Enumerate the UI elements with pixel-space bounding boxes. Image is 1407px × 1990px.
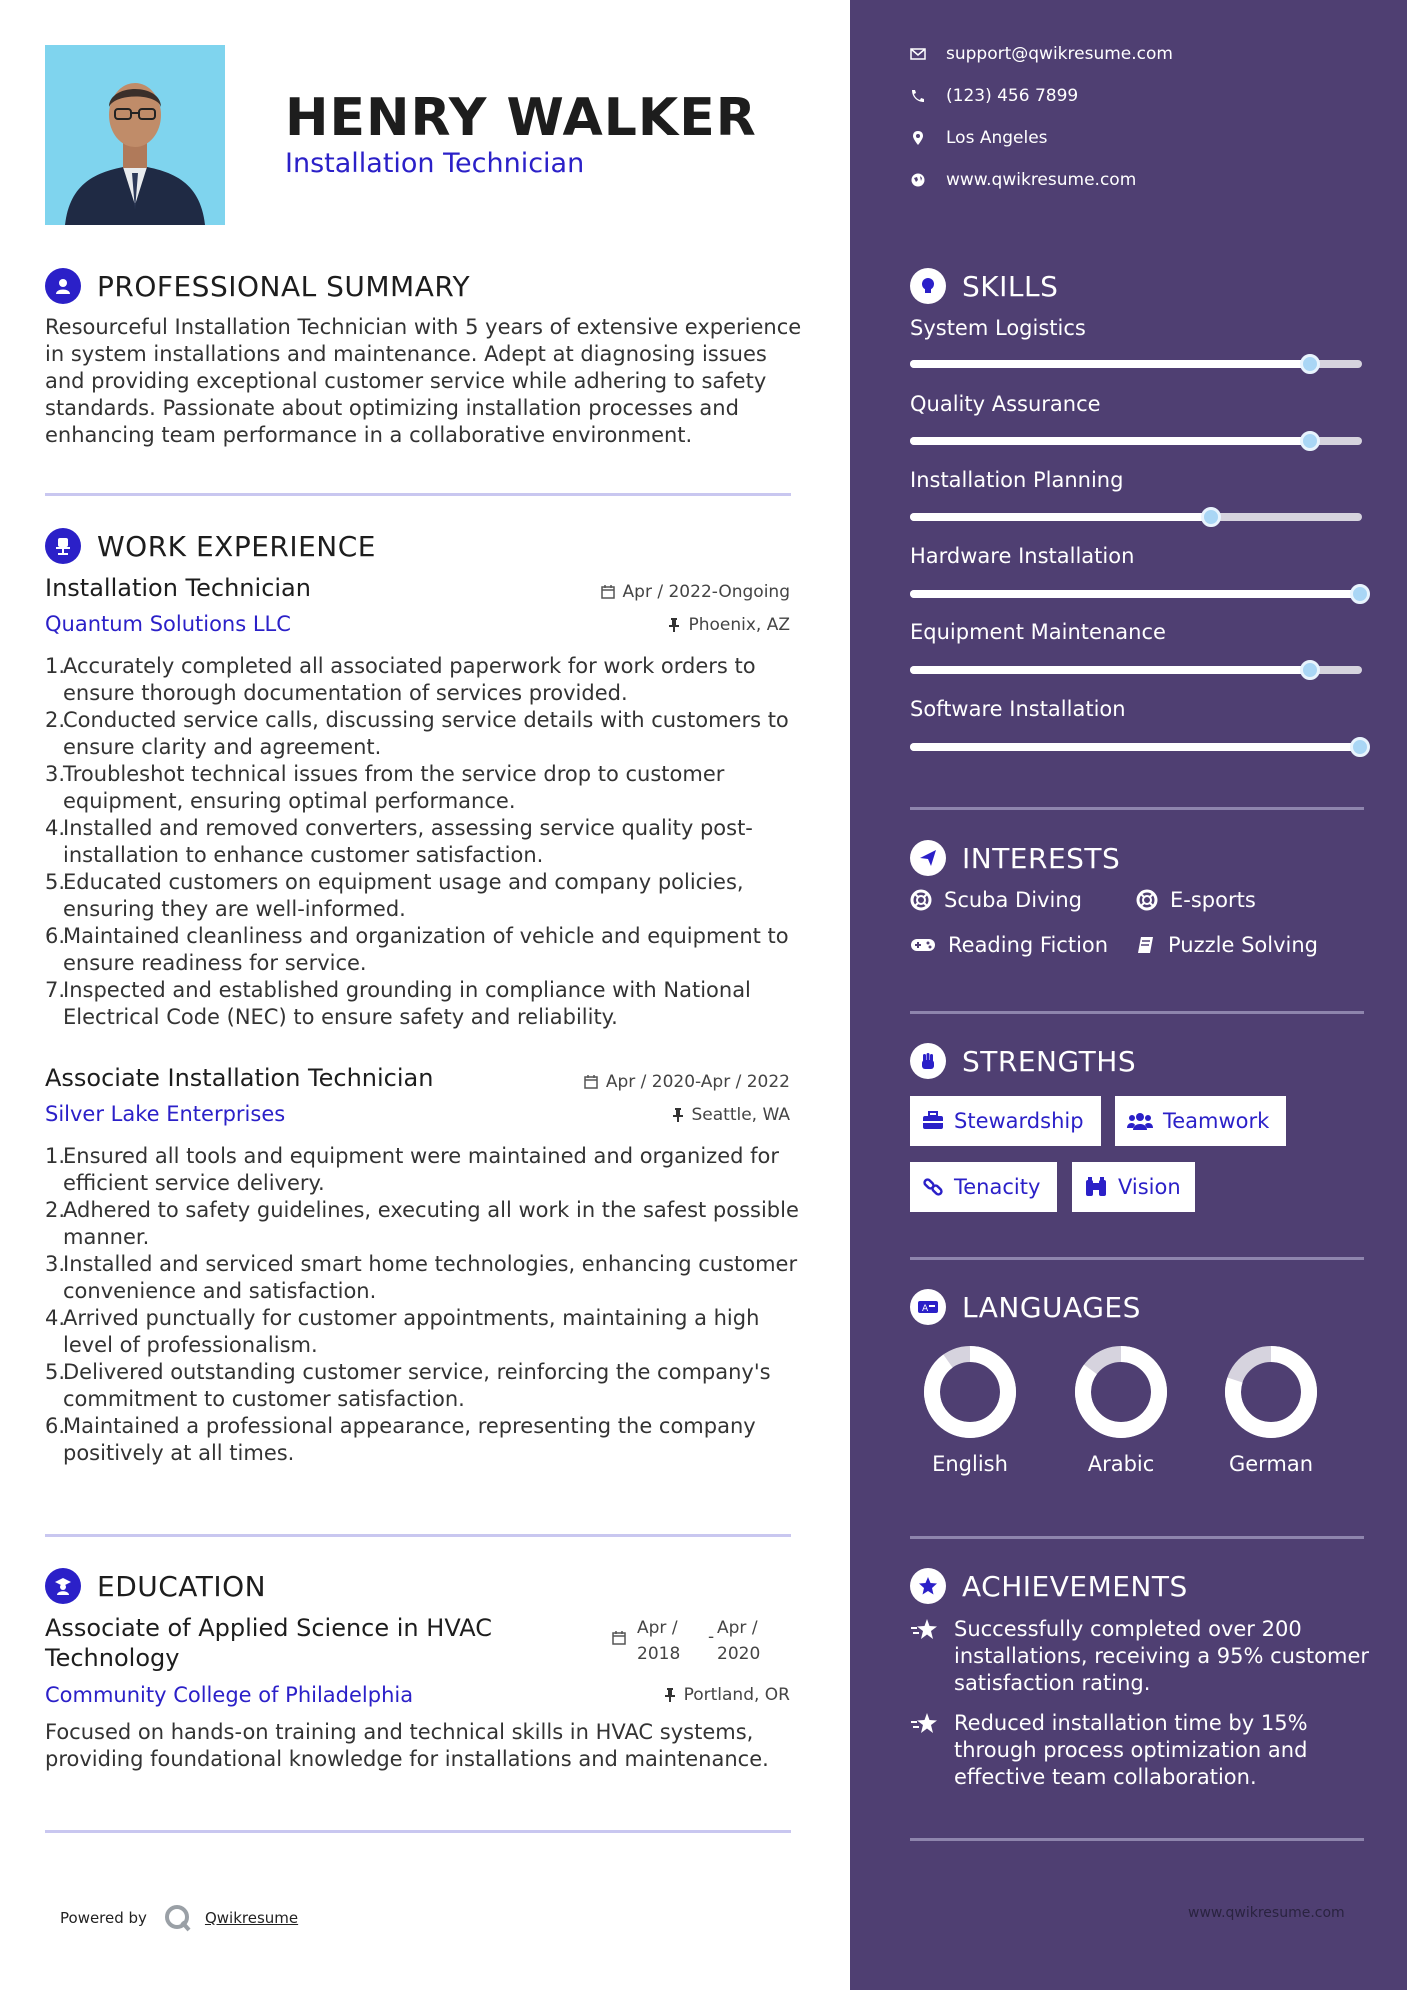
candidate-title: Installation Technician (285, 148, 585, 179)
skill-fill (910, 513, 1213, 521)
languages-heading: A LANGUAGES (910, 1289, 1141, 1325)
divider (45, 1830, 791, 1833)
star-icon (910, 1712, 940, 1736)
skill-label: System Logistics (910, 316, 1086, 340)
skill-label: Hardware Installation (910, 544, 1135, 568)
lightbulb-icon (910, 268, 946, 304)
interest-item: Puzzle Solving (1136, 933, 1318, 957)
brand-link[interactable]: Qwikresume (204, 1909, 299, 1927)
pin-icon (672, 1108, 684, 1122)
interest-item: Scuba Diving (910, 888, 1082, 912)
briefcase-icon (922, 1111, 944, 1131)
edu-start-date: Apr / 2018 (637, 1618, 681, 1664)
interest-item: Reading Fiction (910, 933, 1108, 957)
job-bullets (45, 653, 805, 1031)
divider (910, 1838, 1364, 1841)
list-item: 2. Adhered to safety guidelines, executing all work in the safest possible manner. (45, 1198, 799, 1249)
summary-heading: PROFESSIONAL SUMMARY (45, 268, 470, 304)
company-name: Quantum Solutions LLC (45, 612, 291, 636)
star-icon (910, 1618, 940, 1642)
language-item: German (1211, 1342, 1331, 1476)
divider (910, 1011, 1364, 1014)
education-text: Focused on hands-on training and technical skills in HVAC systems, providing foundational knowledge for installations and maintenance. (45, 1720, 769, 1771)
skill-knob (1350, 584, 1370, 604)
list-item: 4. Arrived punctually for customer appointments, maintaining a high level of professionalism. (45, 1306, 760, 1357)
skill-slider (910, 513, 1362, 521)
school-name: Community College of Philadelphia (45, 1683, 414, 1707)
language-item: English (910, 1342, 1030, 1476)
contact-website[interactable]: www.qwikresume.com (910, 170, 1136, 190)
skill-knob (1201, 507, 1221, 527)
link-icon (922, 1176, 944, 1198)
summary-text: Resourceful Installation Technician with 5 years of extensive experience in system installations and maintenance. Adept at diagnosing issues and providing exceptional customer service while adhering to safety standards. Passionate about optimizing installation processes and enhancing team performance in a collaborative environment. (45, 315, 802, 447)
skill-slider (910, 743, 1362, 751)
skill-knob (1300, 354, 1320, 374)
interests-heading: INTERESTS (910, 840, 1120, 876)
job-title: Associate Installation Technician (45, 1064, 434, 1092)
candidate-name: HENRY WALKER (285, 88, 757, 148)
contact-email[interactable]: support@qwikresume.com (910, 44, 1173, 64)
experience-heading: WORK EXPERIENCE (45, 528, 376, 564)
footer-site-link[interactable]: www.qwikresume.com (1188, 1905, 1345, 1921)
qwikresume-logo-icon (163, 1903, 193, 1933)
binoculars-icon (1084, 1176, 1108, 1198)
gamepad-icon (910, 936, 936, 954)
divider (910, 807, 1364, 810)
divider (910, 1257, 1364, 1260)
achievement-item: Reduced installation time by 15% through process optimization and effective team collaboration. (910, 1710, 1370, 1791)
list-item: 6. Maintained a professional appearance, representing the company positively at all times. (45, 1414, 756, 1465)
phone-icon (910, 89, 926, 103)
contact-location: Los Angeles (910, 128, 1048, 148)
list-item: 3. Installed and serviced smart home technologies, enhancing customer convenience and satisfaction. (45, 1252, 798, 1303)
job-location: Seattle, WA (672, 1105, 791, 1125)
language-ring-fill (932, 1354, 1008, 1430)
language-ring (1071, 1342, 1171, 1442)
skill-label: Installation Planning (910, 468, 1124, 492)
contact-phone[interactable]: (123) 456 7899 (910, 86, 1078, 106)
achievement-item: Successfully completed over 200 installations, receiving a 95% customer satisfaction rating. (910, 1616, 1370, 1697)
skill-fill (910, 743, 1362, 751)
pin-icon (664, 1688, 676, 1702)
skill-fill (910, 666, 1312, 674)
education-heading: EDUCATION (45, 1568, 266, 1604)
company-name: Silver Lake Enterprises (45, 1102, 286, 1126)
edu-end-date: Apr / 2020 (717, 1618, 761, 1664)
skill-slider (910, 590, 1362, 598)
interest-item: E-sports (1136, 888, 1256, 912)
divider (910, 1536, 1364, 1539)
skill-label: Equipment Maintenance (910, 620, 1166, 644)
envelope-icon (910, 47, 926, 61)
skill-slider (910, 666, 1362, 674)
job-date: Apr / 2020-Apr / 2022 (584, 1072, 790, 1092)
job-date: Apr / 2022-Ongoing (601, 582, 790, 602)
language-ring (1221, 1342, 1321, 1442)
map-marker-icon (910, 130, 926, 146)
list-item: 1. Accurately completed all associated paperwork for work orders to ensure thorough documentation of services provided. (45, 654, 756, 705)
chair-icon (45, 528, 81, 564)
list-item: 3. Troubleshot technical issues from the service drop to customer equipment, ensuring optimal performance. (45, 762, 725, 813)
strength-chip: Tenacity (910, 1162, 1057, 1212)
strength-chip: Stewardship (910, 1096, 1101, 1146)
pin-icon (668, 618, 680, 632)
list-item: 2. Conducted service calls, discussing service details with customers to ensure clarity and agreement. (45, 708, 789, 759)
skill-label: Quality Assurance (910, 392, 1101, 416)
language-item: Arabic (1061, 1342, 1181, 1476)
skills-heading: SKILLS (910, 268, 1058, 304)
book-icon (1136, 935, 1156, 955)
calendar-icon (612, 1630, 626, 1649)
language-ring (920, 1342, 1020, 1442)
paper-plane-icon (910, 840, 946, 876)
language-icon (910, 1289, 946, 1325)
list-item: 5. Delivered outstanding customer service, reinforcing the company's commitment to customer satisfaction. (45, 1360, 771, 1411)
calendar-icon (601, 585, 615, 599)
sidebar (850, 0, 1407, 1990)
globe-icon (910, 172, 926, 188)
list-item: 6. Maintained cleanliness and organization of vehicle and equipment to ensure readiness for service. (45, 924, 789, 975)
skill-knob (1300, 660, 1320, 680)
profile-photo (45, 45, 225, 225)
users-icon (1127, 1111, 1153, 1131)
degree-title: Associate of Applied Science in HVAC Technology (45, 1614, 492, 1672)
skill-slider (910, 360, 1362, 368)
strengths-heading: STRENGTHS (910, 1043, 1136, 1079)
powered-by: Powered by Qwikresume (60, 1903, 298, 1933)
skill-fill (910, 360, 1312, 368)
skill-knob (1300, 431, 1320, 451)
svg-text:A: A (922, 1304, 929, 1314)
list-item: 1. Ensured all tools and equipment were maintained and organized for efficient service delivery. (45, 1144, 779, 1195)
job-location: Phoenix, AZ (668, 615, 790, 635)
user-icon (45, 268, 81, 304)
star-badge-icon (910, 1568, 946, 1604)
lifebuoy-icon (910, 889, 932, 911)
skill-knob (1350, 737, 1370, 757)
list-item: 5. Educated customers on equipment usage and company policies, ensuring they are well-informed. (45, 870, 744, 921)
date-dash: - (708, 1627, 715, 1647)
skill-fill (910, 590, 1362, 598)
divider (45, 493, 791, 496)
job-title: Installation Technician (45, 574, 311, 602)
graduate-icon (45, 1568, 81, 1604)
strength-chip: Teamwork (1115, 1096, 1286, 1146)
skill-fill (910, 437, 1312, 445)
divider (45, 1534, 791, 1537)
calendar-icon (584, 1075, 598, 1089)
job-bullets (45, 1143, 805, 1467)
list-item: 4. Installed and removed converters, assessing service quality post-installation to enhance customer satisfaction. (45, 816, 753, 867)
edu-location: Portland, OR (664, 1685, 790, 1705)
achievements-heading: ACHIEVEMENTS (910, 1568, 1188, 1604)
fist-icon (910, 1043, 946, 1079)
list-item: 7. Inspected and established grounding in compliance with National Electrical Code (NEC) to ensure safety and reliability. (45, 978, 751, 1029)
lifebuoy-icon (1136, 889, 1158, 911)
strength-chip: Vision (1072, 1162, 1195, 1212)
skill-slider (910, 437, 1362, 445)
skill-label: Software Installation (910, 697, 1126, 721)
